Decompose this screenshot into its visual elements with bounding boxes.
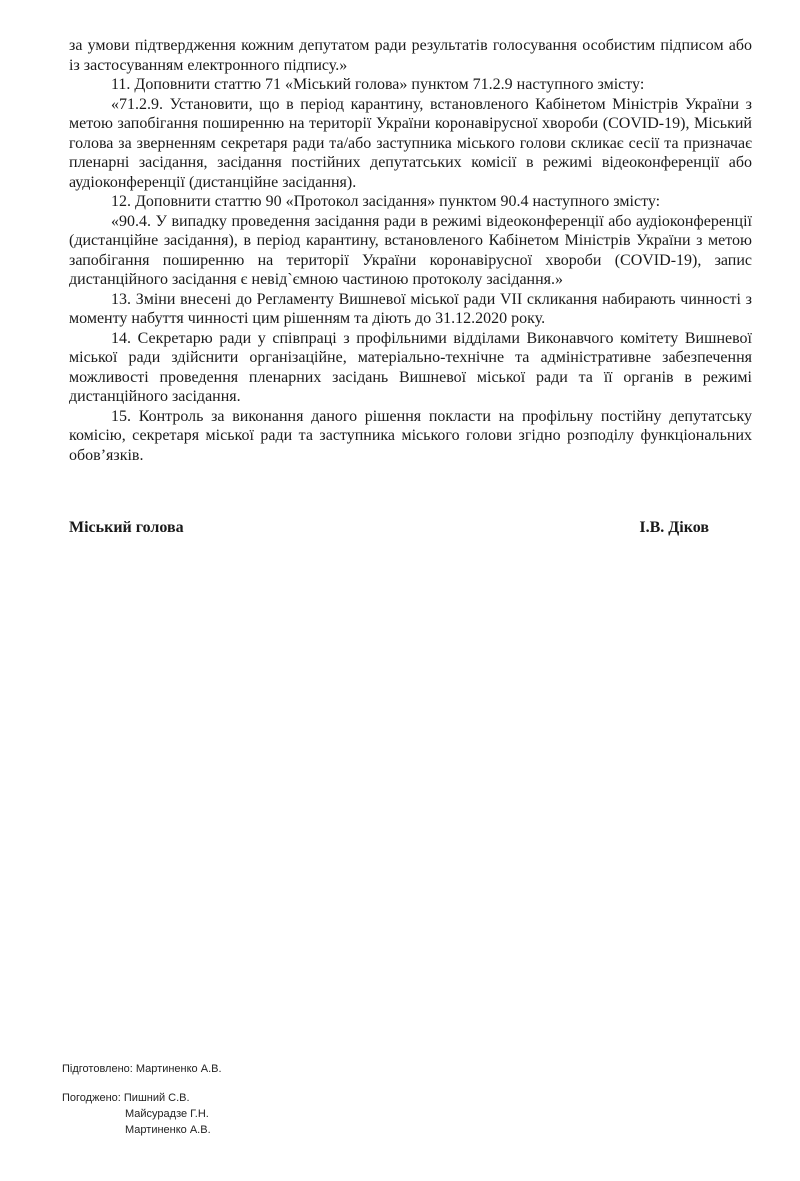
signature-title: Міський голова bbox=[69, 519, 184, 536]
paragraph-continuation: за умови підтвердження кожним депутатом ради результатів голосування особистим підписом або із застосуванням електронного підпису.» bbox=[69, 37, 752, 74]
prepared-label: Підготовлено: bbox=[62, 1063, 133, 1075]
approved-label: Погоджено: bbox=[62, 1092, 121, 1104]
document-body bbox=[69, 36, 752, 465]
approver-name: Пишний С.В. bbox=[123, 1092, 190, 1104]
approver-name: Мартиненко А.В. bbox=[125, 1124, 211, 1136]
paragraph-quote-90-4: «90.4. У випадку проведення засідання ради в режимі відеоконференції або аудіоконференції (дистанційне засідання), в період карантину, встановленого Кабінетом Міністрів України з метою запобігання поширенню на території України коронавірусної хвороби (COVID-19), запис дистанційного засідання є невід`ємною частиною протоколу засідання.» bbox=[69, 212, 752, 288]
prepared-by: Мартиненко А.В. bbox=[135, 1063, 222, 1075]
approver-name: Майсурадзе Г.Н. bbox=[125, 1108, 209, 1120]
approval-block bbox=[62, 1090, 211, 1138]
paragraph-quote-71-2-9: «71.2.9. Установити, що в період карантину, встановленого Кабінетом Міністрів України з метою запобігання поширенню на території України коронавірусної хвороби (COVID-19), Міський голова за зверненням секретаря ради та/або заступника міського голови скликає сесії та призначає пленарні засідання, засідання постійних депутатських комісії в режимі відеоконференції або аудіоконференції (дистанційне засідання). bbox=[69, 95, 752, 191]
paragraph-item-13: 13. Зміни внесені до Регламенту Вишневої міської ради VII скликання набирають чинності з моменту набуття чинності цим рішенням та діють до 31.12.2020 року. bbox=[69, 290, 752, 327]
paragraph-item-11: 11. Доповнити статтю 71 «Міський голова» пунктом 71.2.9 наступного змісту: bbox=[111, 76, 645, 93]
paragraph-item-14: 14. Секретарю ради у співпраці з профільними відділами Виконавчого комітету Вишневої міської ради здійснити організаційне, матеріально-технічне та адміністративне забезпечення можливості проведення пленарних засідань Вишневої міської ради та її органів в режимі дистанційного засідання. bbox=[69, 329, 752, 405]
prepared-line bbox=[62, 1061, 222, 1077]
paragraph-item-15: 15. Контроль за виконання даного рішення покласти на профільну постійну депутатську комісію, секретаря міської ради та заступника міського голови згідно розподілу функціональних обов’язків. bbox=[69, 407, 752, 464]
paragraph-item-12: 12. Доповнити статтю 90 «Протокол засідання» пунктом 90.4 наступного змісту: bbox=[111, 193, 661, 210]
signature-name: І.В. Діков bbox=[639, 519, 709, 536]
